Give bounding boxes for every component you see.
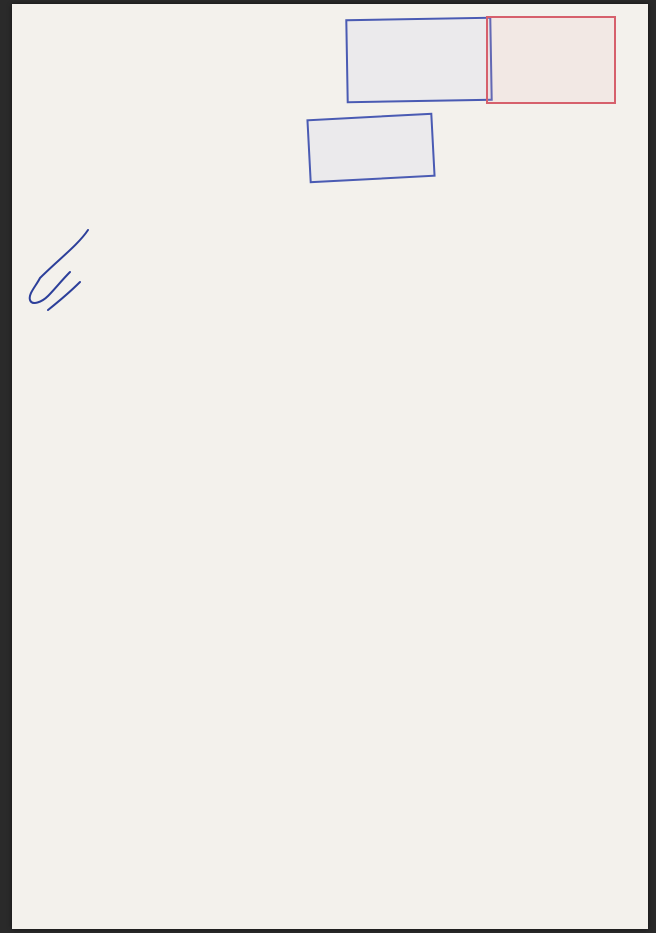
document-page bbox=[12, 4, 648, 929]
otdel-date-month bbox=[321, 123, 322, 136]
otdel-date-year bbox=[331, 122, 332, 135]
gensecretariat-stamp bbox=[345, 17, 492, 104]
international-department-stamp bbox=[306, 113, 435, 184]
ck-kpss-stamp bbox=[486, 16, 616, 104]
margin-signature-mark bbox=[18, 220, 108, 350]
otdel-date-day bbox=[317, 123, 318, 136]
